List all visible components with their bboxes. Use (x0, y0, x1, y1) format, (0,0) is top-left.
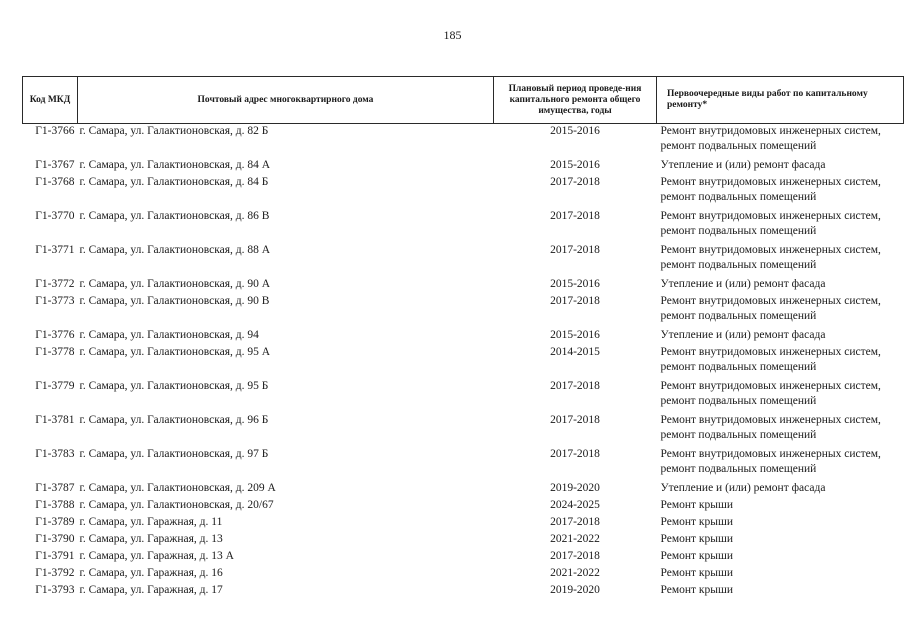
cell-address: г. Самара, ул. Галактионовская, д. 90 А (79, 278, 271, 290)
cell-works (657, 243, 904, 277)
header-code: Код МКД (23, 77, 78, 124)
works-line: Ремонт крыши (660, 533, 734, 545)
cell-code: Г1-3778 (35, 346, 75, 358)
table-body (23, 124, 904, 601)
table-row (23, 277, 904, 294)
table-row (23, 566, 904, 583)
cell-works (657, 379, 904, 413)
cell-code: Г1-3766 (35, 125, 75, 137)
works-line: Ремонт крыши (660, 499, 734, 511)
table-header (23, 77, 904, 124)
table-row (23, 447, 904, 481)
table-row (23, 158, 904, 175)
cell-period: 2021-2022 (550, 567, 600, 579)
works-line: Ремонт внутридомовых инженерных систем, (660, 210, 881, 222)
cell-period: 2017-2018 (550, 210, 600, 222)
works-line: Ремонт внутридомовых инженерных систем, (660, 125, 881, 137)
cell-period: 2024-2025 (550, 499, 600, 511)
cell-code: Г1-3768 (35, 176, 75, 188)
header-works: Первоочередные виды работ по капитальному ремонту* (657, 77, 904, 124)
cell-address: г. Самара, ул. Галактионовская, д. 88 А (79, 244, 271, 256)
works-line: Ремонт крыши (660, 516, 734, 528)
table-row (23, 294, 904, 328)
cell-works (657, 481, 904, 498)
table-row (23, 583, 904, 600)
table-row (23, 209, 904, 243)
cell-code: Г1-3790 (35, 533, 75, 545)
cell-address: г. Самара, ул. Галактионовская, д. 90 В (79, 295, 270, 307)
table-row (23, 515, 904, 532)
works-line: ремонт подвальных помещений (660, 361, 817, 373)
cell-code: Г1-3792 (35, 567, 75, 579)
works-line: ремонт подвальных помещений (660, 259, 817, 271)
cell-period: 2015-2016 (550, 125, 600, 137)
cell-period: 2017-2018 (550, 244, 600, 256)
cell-code: Г1-3773 (35, 295, 75, 307)
works-line: ремонт подвальных помещений (660, 310, 817, 322)
cell-period: 2017-2018 (550, 380, 600, 392)
cell-period: 2014-2015 (550, 346, 600, 358)
works-line: Ремонт внутридомовых инженерных систем, (660, 414, 881, 426)
cell-works (657, 413, 904, 447)
table-row (23, 481, 904, 498)
works-line: Ремонт внутридомовых инженерных систем, (660, 244, 881, 256)
header-address: Почтовый адрес многоквартирного дома (78, 77, 494, 124)
cell-address: г. Самара, ул. Галактионовская, д. 95 А (79, 346, 271, 358)
cell-works (657, 583, 904, 600)
cell-works (657, 294, 904, 328)
cell-works (657, 124, 904, 159)
table-row (23, 345, 904, 379)
cell-code: Г1-3779 (35, 380, 75, 392)
cell-address: г. Самара, ул. Гаражная, д. 17 (79, 584, 223, 596)
works-line: Ремонт крыши (660, 584, 734, 596)
cell-code: Г1-3788 (35, 499, 75, 511)
cell-address: г. Самара, ул. Гаражная, д. 13 (79, 533, 223, 545)
cell-address: г. Самара, ул. Галактионовская, д. 96 Б (79, 414, 269, 426)
cell-period: 2017-2018 (550, 448, 600, 460)
cell-works (657, 209, 904, 243)
cell-works (657, 498, 904, 515)
works-line: ремонт подвальных помещений (660, 463, 817, 475)
cell-period: 2017-2018 (550, 176, 600, 188)
cell-code: Г1-3776 (35, 329, 75, 341)
cell-period: 2017-2018 (550, 516, 600, 528)
works-line: Ремонт крыши (660, 550, 734, 562)
cell-period: 2017-2018 (550, 295, 600, 307)
cell-address: г. Самара, ул. Галактионовская, д. 20/67 (79, 499, 274, 511)
table-row (23, 243, 904, 277)
cell-works (657, 158, 904, 175)
cell-address: г. Самара, ул. Галактионовская, д. 94 (79, 329, 259, 341)
cell-works (657, 532, 904, 549)
cell-period: 2019-2020 (550, 584, 600, 596)
table-row (23, 549, 904, 566)
table-row (23, 413, 904, 447)
works-line: Утепление и (или) ремонт фасада (660, 278, 826, 290)
cell-works (657, 175, 904, 209)
table-row (23, 175, 904, 209)
cell-code: Г1-3771 (35, 244, 75, 256)
works-line: Ремонт внутридомовых инженерных систем, (660, 295, 881, 307)
table-row (23, 328, 904, 345)
table-row (23, 124, 904, 159)
cell-code: Г1-3770 (35, 210, 75, 222)
cell-works (657, 447, 904, 481)
cell-works (657, 549, 904, 566)
works-line: ремонт подвальных помещений (660, 140, 817, 152)
works-line: Утепление и (или) ремонт фасада (660, 329, 826, 341)
cell-address: г. Самара, ул. Гаражная, д. 11 (79, 516, 223, 528)
works-line: Ремонт внутридомовых инженерных систем, (660, 380, 881, 392)
cell-code: Г1-3783 (35, 448, 75, 460)
cell-address: г. Самара, ул. Гаражная, д. 13 А (79, 550, 234, 562)
table-row (23, 498, 904, 515)
cell-address: г. Самара, ул. Галактионовская, д. 95 Б (79, 380, 269, 392)
table-row (23, 532, 904, 549)
cell-period: 2021-2022 (550, 533, 600, 545)
cell-period: 2015-2016 (550, 278, 600, 290)
cell-works (657, 277, 904, 294)
cell-works (657, 566, 904, 583)
cell-address: г. Самара, ул. Галактионовская, д. 86 В (79, 210, 270, 222)
cell-works (657, 328, 904, 345)
cell-address: г. Самара, ул. Гаражная, д. 16 (79, 567, 223, 579)
cell-address: г. Самара, ул. Галактионовская, д. 84 А (79, 159, 271, 171)
works-line: Ремонт внутридомовых инженерных систем, (660, 176, 881, 188)
cell-code: Г1-3787 (35, 482, 75, 494)
cell-period: 2017-2018 (550, 414, 600, 426)
works-line: ремонт подвальных помещений (660, 191, 817, 203)
cell-code: Г1-3772 (35, 278, 75, 290)
cell-code: Г1-3767 (35, 159, 75, 171)
cell-address: г. Самара, ул. Галактионовская, д. 84 Б (79, 176, 269, 188)
cell-code: Г1-3791 (35, 550, 75, 562)
cell-period: 2015-2016 (550, 159, 600, 171)
works-line: Утепление и (или) ремонт фасада (660, 159, 826, 171)
cell-address: г. Самара, ул. Галактионовская, д. 82 Б (79, 125, 269, 137)
works-line: ремонт подвальных помещений (660, 225, 817, 237)
works-line: Ремонт внутридомовых инженерных систем, (660, 448, 881, 460)
page-number: 185 (443, 28, 462, 42)
works-line: Ремонт крыши (660, 567, 734, 579)
works-line: Ремонт внутридомовых инженерных систем, (660, 346, 881, 358)
cell-period: 2017-2018 (550, 550, 600, 562)
works-line: ремонт подвальных помещений (660, 429, 817, 441)
cell-address: г. Самара, ул. Галактионовская, д. 97 Б (79, 448, 269, 460)
cell-code: Г1-3781 (35, 414, 75, 426)
works-line: Утепление и (или) ремонт фасада (660, 482, 826, 494)
works-line: ремонт подвальных помещений (660, 395, 817, 407)
header-period: Плановый период проведе-ния капитального ремонта общего имущества, годы (494, 77, 657, 124)
cell-period: 2015-2016 (550, 329, 600, 341)
cell-address: г. Самара, ул. Галактионовская, д. 209 А (79, 482, 276, 494)
table-row (23, 379, 904, 413)
cell-works (657, 515, 904, 532)
cell-code: Г1-3793 (35, 584, 75, 596)
cell-code: Г1-3789 (35, 516, 75, 528)
cell-works (657, 345, 904, 379)
capital-repair-table (22, 76, 904, 600)
cell-period: 2019-2020 (550, 482, 600, 494)
